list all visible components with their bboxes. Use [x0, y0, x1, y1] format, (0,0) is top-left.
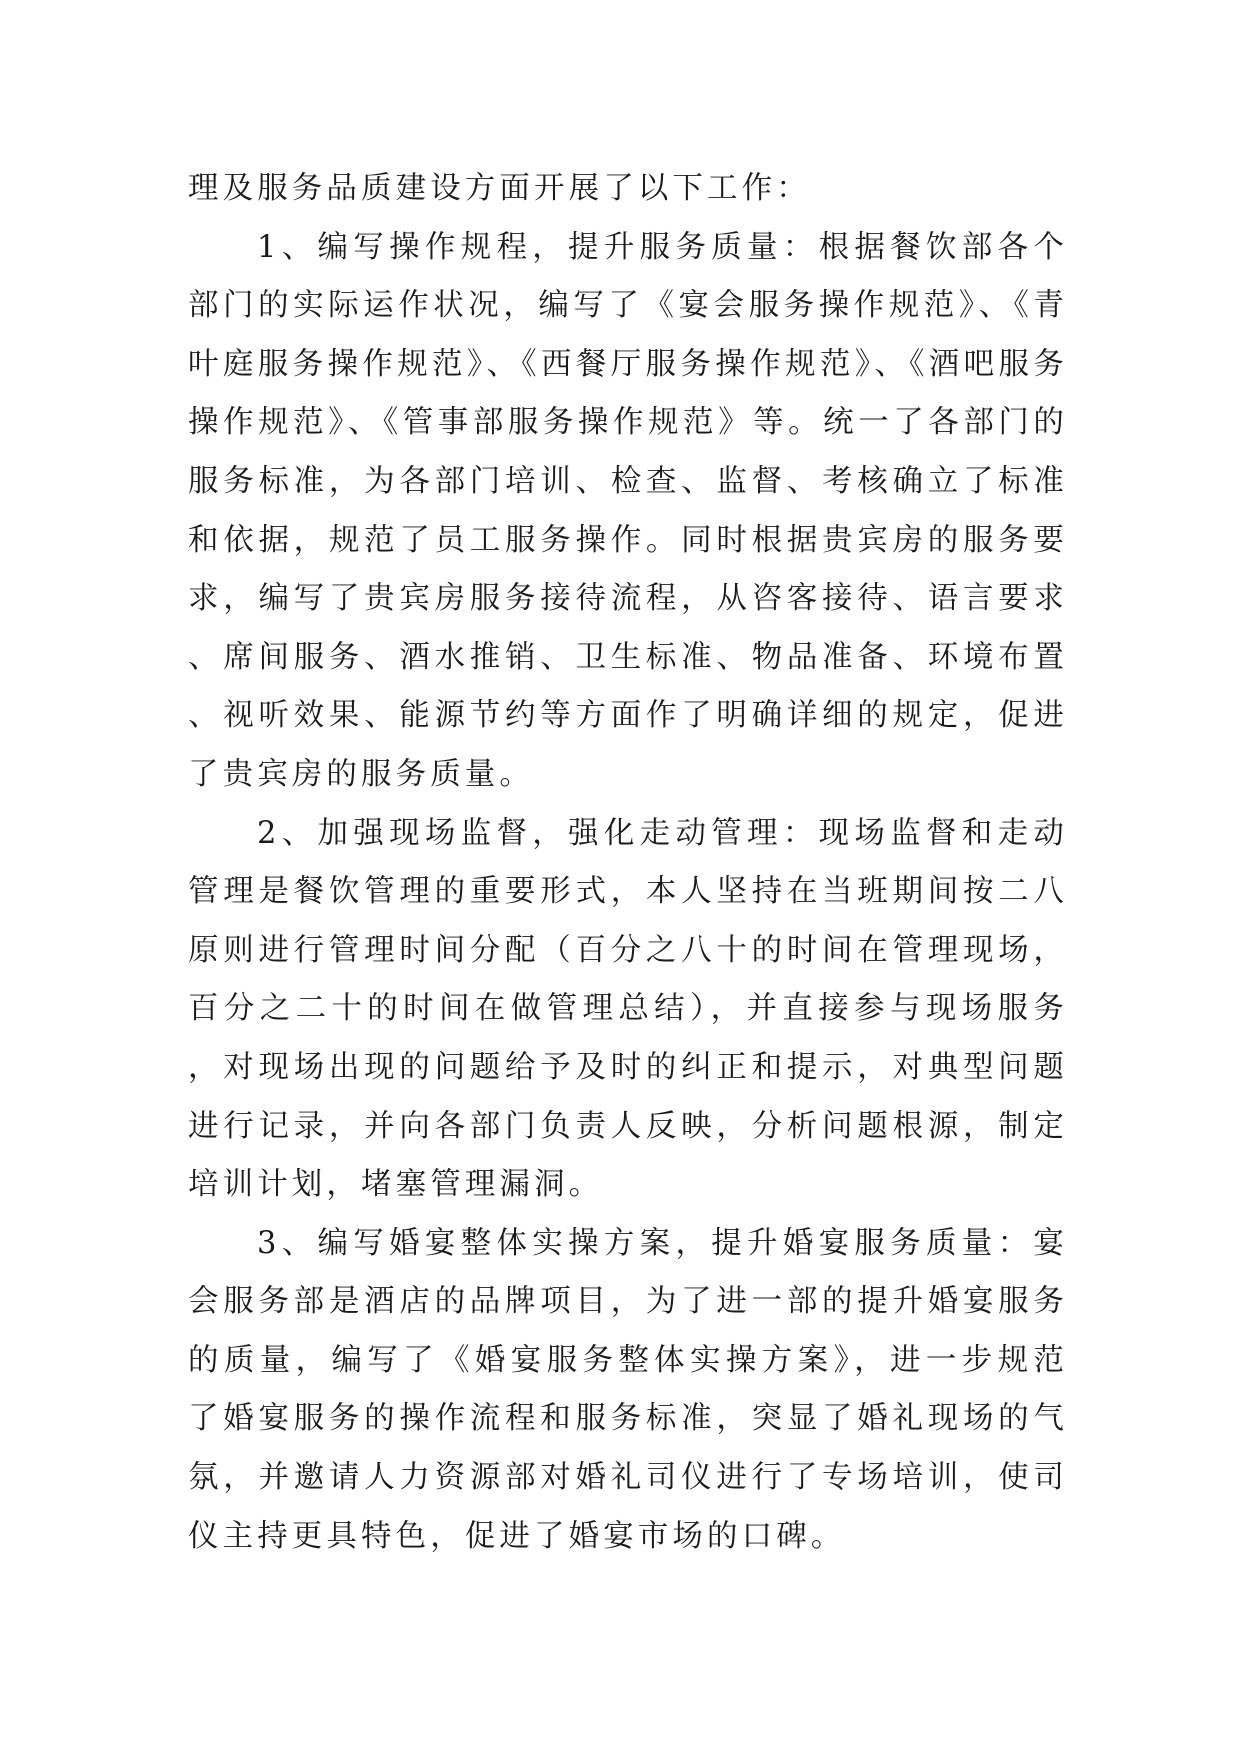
paragraph-intro-continuation: 理及服务品质建设方面开展了以下工作：	[188, 171, 811, 206]
paragraph-item-3-wedding-banquet-plan: 3、编写婚宴整体实操方案，提升婚宴服务质量：宴会服务部是酒店的品牌项目，为了进一部的提升婚宴服务的质量，编写了《婚宴服务整体实操方案》，进一步规范了婚宴服务的操作流程和服务标准，突显了婚礼现场的气氛，并邀请人力资源部对婚礼司仪进行了专场培训，使司仪主持更具特色，促进了婚宴市场的口碑。	[188, 1225, 1068, 1554]
document-body	[188, 160, 1068, 1566]
paragraph-item-1-operating-procedures: 1、编写操作规程，提升服务质量：根据餐饮部各个部门的实际运作状况，编写了《宴会服务操作规范》、《青叶庭服务操作规范》、《西餐厅服务操作规范》、《酒吧服务操作规范》、《管事部服务操作规范》等。统一了各部门的服务标准，为各部门培训、检查、监督、考核确立了标准和依据，规范了员工服务操作。同时根据贵宾房的服务要求，编写了贵宾房服务接待流程，从咨客接待、语言要求、席间服务、酒水推销、卫生标准、物品准备、环境布置、视听效果、能源节约等方面作了明确详细的规定，促进了贵宾房的服务质量。	[188, 229, 1068, 792]
paragraph-item-2-onsite-supervision: 2、加强现场监督，强化走动管理：现场监督和走动管理是餐饮管理的重要形式，本人坚持在当班期间按二八原则进行管理时间分配（百分之八十的时间在管理现场，百分之二十的时间在做管理总结），并直接参与现场服务，对现场出现的问题给予及时的纠正和提示，对典型问题进行记录，并向各部门负责人反映，分析问题根源，制定培训计划，堵塞管理漏洞。	[188, 815, 1068, 1203]
